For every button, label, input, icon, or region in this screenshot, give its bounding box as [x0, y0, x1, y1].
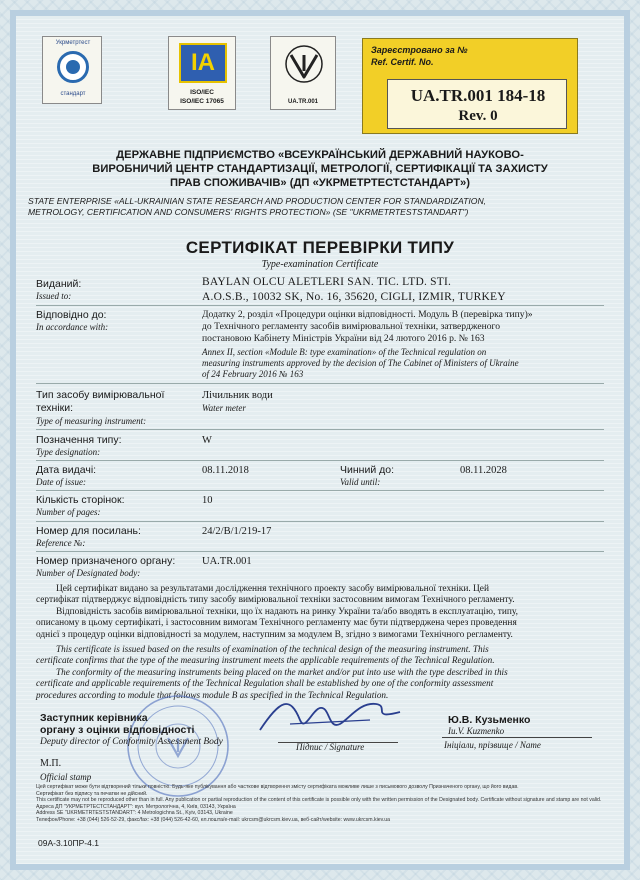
accord-ua-2: до Технічного регламенту засобів вимірювальної техніки, затвердженого [202, 321, 501, 332]
reference-label-en: Reference №: [36, 538, 86, 548]
divider [36, 551, 604, 552]
ua-p1-line1: Цей сертифікат видано за результатами дослідження технічного проекту засобу вимірювальної техніки. Цей [56, 584, 489, 594]
signatory-name-en: Iu.V. Kuzmenko [448, 726, 505, 736]
fine-line1: Цей сертифікат може бути відтворений тільки повністю. Будь-яке публікування або часткове відтворення змісту сертифіката можливе лише з письмового дозволу Призначеного органу, що його видав. [36, 784, 519, 790]
accord-ua-1: Додатку 2, розділ «Процедури оцінки відповідності. Модуль В (перевірка типу)» [202, 309, 533, 320]
reg-label-ua: Зареєстровано за № [371, 45, 468, 55]
issued-label-ua: Виданий: [36, 278, 82, 290]
pages-label-ua: Кількість сторінок: [36, 494, 125, 506]
body-text-ua [36, 584, 606, 641]
iso-line-2: ISO/IEC 17065 [180, 98, 224, 105]
fine-line5: Address SE "UKRMETRTESTSTANDART": 4 Metrologichna St., Kyiv, 03143, Ukraine [36, 810, 233, 817]
logo1-top-text: Укрметртест [55, 40, 91, 46]
conformity-code: UA.TR.001 [287, 99, 318, 105]
issued-line2: A.O.S.B., 10032 SK, No. 16, 35620, CIGLI, IZMIR, TURKEY [202, 291, 506, 303]
name-caption: Ініціали, прізвище / Name [444, 740, 541, 750]
reference-value: 24/2/В/1/219-17 [202, 526, 272, 537]
en-p1-line2: certificate confirms that the type of the measuring instrument meets the applicable requirements of the Technical Regulation. [36, 655, 495, 666]
valid-until-label-ua: Чинний до: [340, 464, 394, 476]
signature-caption: Підпис / Signature [296, 742, 365, 752]
divider [36, 521, 604, 522]
handwritten-signature-icon [250, 690, 410, 738]
accord-en-2: measuring instruments approved by the decision of The Cabinet of Ministers of Ukraine [202, 358, 519, 368]
ua-p1-line2: сертифікат підтверджує відповідність типу засобу вимірювальної техніки застосовним вимогам Технічного регламенту. [36, 595, 515, 606]
signatory-title-en: Deputy director of Conformity Assessment Body [40, 737, 223, 747]
issued-line1: BAYLAN OLCU ALETLERI SAN. TIC. LTD. STI. [202, 276, 452, 288]
accreditation-logo [168, 36, 236, 110]
divider [36, 460, 604, 461]
en-p2-line1: The conformity of the measuring instruments being placed on the market and/or put into use with the type described in this [56, 666, 508, 677]
org-ua-line2: ВИРОБНИЧИЙ ЦЕНТР СТАНДАРТИЗАЦІЇ, МЕТРОЛОГІЇ, СЕРТИФІКАЦІЇ ТА ЗАХИСТУ [92, 163, 548, 175]
en-p2-line3: procedures according to module that follows module B as specified in the Technical Regulation. [36, 689, 389, 700]
registration-box [362, 38, 578, 134]
org-ua-line1: ДЕРЖАВНЕ ПІДПРИЄМСТВО «ВСЕУКРАЇНСЬКИЙ ДЕРЖАВНИЙ НАУКОВО- [116, 149, 524, 161]
fine-line4: Адреса ДП "УКРМЕТРТЕСТСТАНДАРТ": вул. Метрологічна, 4, Київ, 03143, Україна [36, 803, 236, 810]
reg-number-box [387, 79, 567, 129]
org-ua-line3: ПРАВ СПОЖИВАЧІВ» (ДП «УКРМЕТРТЕСТСТАНДАРТ») [170, 177, 470, 189]
ukrmetrteststandart-logo [42, 36, 102, 104]
accreditation-mark-text: IA [191, 49, 215, 76]
fine-line3: This certificate may not be reproduced other than in full. Any publication or partial reproduction of the content of this certificate is possible only with the written permission of the Designated body. Certificate without signature and stamp are not valid. [36, 797, 602, 804]
designation-label-ua: Позначення типу: [36, 434, 122, 446]
divider [36, 490, 604, 491]
logo1-bottom-text: стандарт [60, 91, 86, 97]
stamp-label-ua: М.П. [40, 758, 62, 769]
conformity-mark-logo [270, 36, 336, 110]
pages-label-en: Number of pages: [36, 507, 101, 517]
divider [36, 429, 604, 430]
accreditation-mark-icon [179, 43, 227, 83]
certificate-content [28, 30, 612, 850]
certificate-title: СЕРТИФІКАТ ПЕРЕВІРКИ ТИПУ [185, 238, 455, 257]
revision: Rev. 0 [458, 108, 498, 124]
conformity-trident-icon [279, 43, 329, 85]
divider [36, 383, 604, 384]
certificate-subtitle: Type-examination Certificate [261, 259, 379, 270]
ua-p2-line1: Відповідність засобів вимірювальної техніки, що їх надають на ринку України та/або вводять в експлуатацію, типу, [56, 606, 518, 617]
designation-value: W [202, 435, 212, 446]
designated-body-value: UA.TR.001 [202, 556, 252, 567]
designated-body-label-ua: Номер призначеного органу: [36, 555, 176, 567]
name-line [442, 737, 592, 738]
stamp-label-en: Official stamp [40, 772, 92, 782]
fine-print [36, 784, 606, 824]
fine-line6: Телефон/Phone: +38 (044) 526-52-29, факс/fax: +38 (044) 526-42-60, ел.пошта/e-mail: ukrcsm@ukrcsm.kiev.ua, веб-сайт/website: www.ukrcsm.kiev.ua [36, 816, 391, 823]
issue-date-label-en: Date of issue: [36, 477, 86, 487]
valid-until-value: 08.11.2028 [460, 465, 507, 476]
accord-label-ua: Відповідно до: [36, 309, 107, 321]
reg-label-en: Ref. Certif. No. [371, 57, 434, 67]
org-en-line1: STATE ENTERPRISE «ALL-UKRAINIAN STATE RESEARCH AND PRODUCTION CENTER FOR STANDARDIZATION, [28, 196, 487, 206]
circle-emblem-icon [57, 51, 89, 83]
signatory-title-ua-1: Заступник керівника [40, 712, 148, 724]
type-label-en: Type of measuring instrument: [36, 416, 147, 426]
org-en-line2: METROLOGY, CERTIFICATION AND CONSUMERS' RIGHTS PROTECTION» (SE "UKRMETRTESTSTANDART") [28, 207, 469, 217]
accord-ua-3: постановою Кабінету Міністрів України від 24 лютого 2016 р. № 163 [202, 333, 485, 344]
fine-line2: Сертифікат без підпису та печатки не дійсний. [36, 790, 148, 797]
form-code: 09А-3.10ПР-4.1 [38, 838, 99, 848]
type-value-en: Water meter [202, 403, 246, 413]
type-label-ua-1: Тип засобу вимірювальної [36, 389, 165, 401]
en-p1-line1: This certificate is issued based on the results of examination of the technical design of the measuring instrument. This [56, 644, 489, 654]
organization-name-en [28, 196, 612, 218]
reg-number: UA.TR.001 184-18 [410, 86, 546, 105]
issued-label-en: Issued to: [36, 291, 72, 301]
organization-name-ua [28, 148, 612, 190]
en-p2-line2: certificate and applicable requirements of the Technical Regulation shall be established by one of the conformity assessment [36, 678, 494, 689]
signatory-title-ua-2: органу з оцінки відповідності [40, 724, 195, 736]
designation-label-en: Type designation: [36, 447, 101, 457]
accord-en-3: of 24 February 2016 № 163 [202, 369, 304, 379]
pages-value: 10 [202, 495, 213, 506]
ua-p2-line2: описаному в цьому сертифікаті, і застосовним вимогам Технічного регламенту має бути підтверджена через проведення [36, 618, 517, 629]
accord-label-en: In accordance with: [36, 322, 109, 332]
signatory-name-ua: Ю.В. Кузьменко [448, 714, 531, 726]
issue-date-value: 08.11.2018 [202, 465, 249, 476]
ua-p2-line3: однієї з процедур оцінки відповідності за модулем, наступним за модулем В, згідно з вимогами Технічного регламенту. [36, 629, 513, 640]
divider [36, 305, 604, 306]
type-value-ua: Лічильник води [202, 390, 273, 401]
reference-label-ua: Номер для посилань: [36, 525, 141, 537]
designated-body-label-en: Number of Designated body: [36, 568, 141, 578]
issue-date-label-ua: Дата видачі: [36, 464, 97, 476]
valid-until-label-en: Valid until: [340, 477, 381, 487]
iso-line-1: ISO/IEC [190, 89, 214, 96]
accord-en-1: Annex II, section «Module B: type examination» of the Technical regulation on [202, 347, 487, 357]
type-label-ua-2: техніки: [36, 402, 74, 414]
